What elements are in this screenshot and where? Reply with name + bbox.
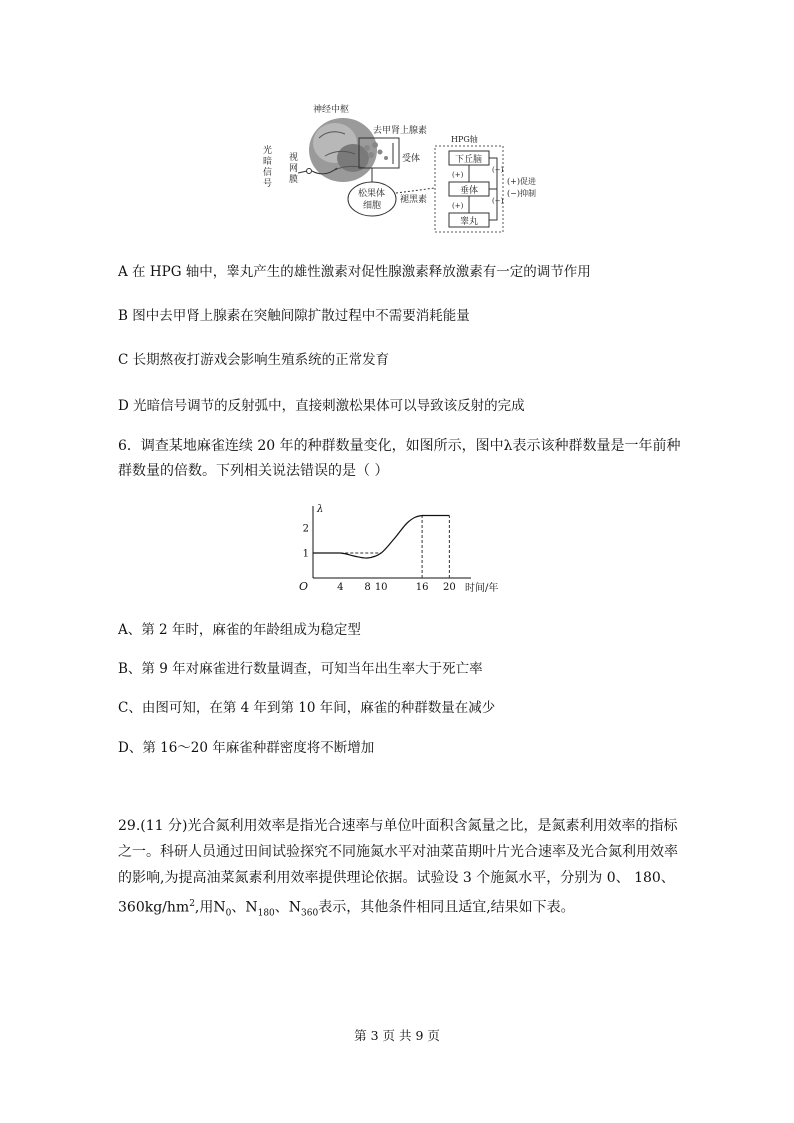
q29-sep-1: 、N: [231, 899, 258, 916]
q29-text-n: ,用N: [194, 899, 226, 916]
q29-sub-0: 0: [225, 908, 232, 919]
q29-sub-360: 360: [301, 908, 319, 919]
melatonin-label: 褪黑素: [400, 195, 428, 205]
melatonin-arrow: [396, 188, 435, 193]
pituitary-label: 垂体: [460, 186, 479, 196]
y-tick-label-2: 2: [302, 523, 309, 535]
lambda-line-chart: [295, 500, 510, 608]
svg-text:信: 信: [263, 168, 273, 178]
q6-stem-line-1: 6．调查某地麻雀连续 20 年的种群数量变化，如图所示，图中λ表示该种群数量是一年前种: [118, 438, 681, 454]
q29-line-4: [118, 894, 575, 923]
x-tick-label-16: 16: [415, 582, 429, 593]
q5-option-c: C 长期熬夜打游戏会影响生殖系统的正常发育: [118, 352, 390, 368]
receptor-label: 受体: [402, 154, 421, 164]
chart-guides: [340, 516, 449, 579]
legend-inhibit: (−)抑制: [507, 189, 536, 198]
minus-label-1: (−): [492, 166, 504, 174]
q29-line-2: 之一。科研人员通过田间试验探究不同施氮水平对油菜苗期叶片光合速率及光合氮利用效率: [118, 844, 678, 860]
hpg-axis-label: HPG轴: [451, 135, 478, 144]
q29-unit-sup: 2: [189, 899, 195, 909]
minus-label-2: (−): [492, 197, 504, 205]
q6-option-d: D、第 16～20 年麻雀种群密度将不断增加: [118, 740, 375, 756]
page-footer: 第 3 页 共 9 页: [354, 1028, 440, 1043]
q6-option-b: B、第 9 年对麻雀进行数量调查，可知当年出生率大于死亡率: [118, 661, 483, 677]
legend-promote: (+)促进: [507, 177, 536, 186]
pineal-label-1: 松果体: [358, 189, 386, 199]
q6-option-c: C、由图可知，在第 4 年到第 10 年间，麻雀的种群数量在减少: [118, 700, 496, 716]
retina-label: [289, 152, 298, 185]
q29-sep-2: 、N: [274, 899, 302, 916]
origin-label: O: [299, 580, 309, 593]
q29-text-end: 表示，其他条件相同且适宜,结果如下表。: [318, 899, 575, 916]
testis-label: 睾丸: [460, 217, 479, 227]
svg-text:膜: 膜: [289, 175, 299, 185]
q6-stem-line-2: 群数量的倍数。下列相关说法错误的是（ ）: [118, 463, 389, 479]
q29-sub-180: 180: [257, 908, 275, 919]
nerve-center-label: 神经中枢: [313, 105, 350, 115]
retina-arrow: [298, 171, 307, 173]
svg-text:光: 光: [263, 146, 273, 156]
q6-option-a: A、第 2 年时，麻雀的年龄组成为稳定型: [118, 622, 361, 638]
svg-text:网: 网: [289, 164, 299, 174]
x-tick-label-4: 4: [337, 582, 344, 593]
q5-option-b: B 图中去甲肾上腺素在突触间隙扩散过程中不需要消耗能量: [118, 308, 470, 324]
x-tick-label-8: 8: [364, 582, 371, 593]
pineal-label-2: 细胞: [363, 201, 382, 211]
x-tick-label-20: 20: [442, 582, 456, 593]
svg-text:号: 号: [263, 179, 273, 189]
plus-label-2: (+): [452, 202, 464, 210]
lambda-series-line: [313, 516, 449, 559]
q5-option-d: D 光暗信号调节的反射弧中，直接刺激松果体可以导致该反射的完成: [118, 398, 525, 414]
q29-line-1: 29.(11 分)光合氮利用效率是指光合速率与单位叶面积含氮量之比，是氮素利用效率的指标: [118, 818, 678, 834]
hpg-axis-diagram: [255, 98, 555, 236]
q29-line-3: 的影响,为提高油菜氮素利用效率提供理论依据。试验设 3 个施氮水平，分别为 0、 180、: [118, 870, 675, 886]
svg-text:暗: 暗: [263, 157, 273, 167]
q5-option-a: A 在 HPG 轴中，睾丸产生的雄性激素对促性腺激素释放激素有一定的调节作用: [118, 264, 591, 280]
hypothalamus-label: 下丘脑: [455, 155, 483, 165]
plus-label-1: (+): [452, 171, 464, 179]
y-axis-label: λ: [317, 504, 324, 515]
x-tick-label-10: 10: [374, 582, 388, 593]
y-tick-label-1: 1: [302, 548, 309, 560]
retina-cell-icon: [307, 169, 312, 174]
x-axis-label: 时间/年: [465, 583, 499, 594]
norepinephrine-label: 去甲肾上腺素: [373, 126, 428, 136]
q29-unit: 360kg/hm: [118, 899, 190, 916]
light-signal-label: [263, 144, 272, 189]
chart-ticks: [303, 524, 456, 594]
svg-text:视: 视: [289, 153, 299, 163]
